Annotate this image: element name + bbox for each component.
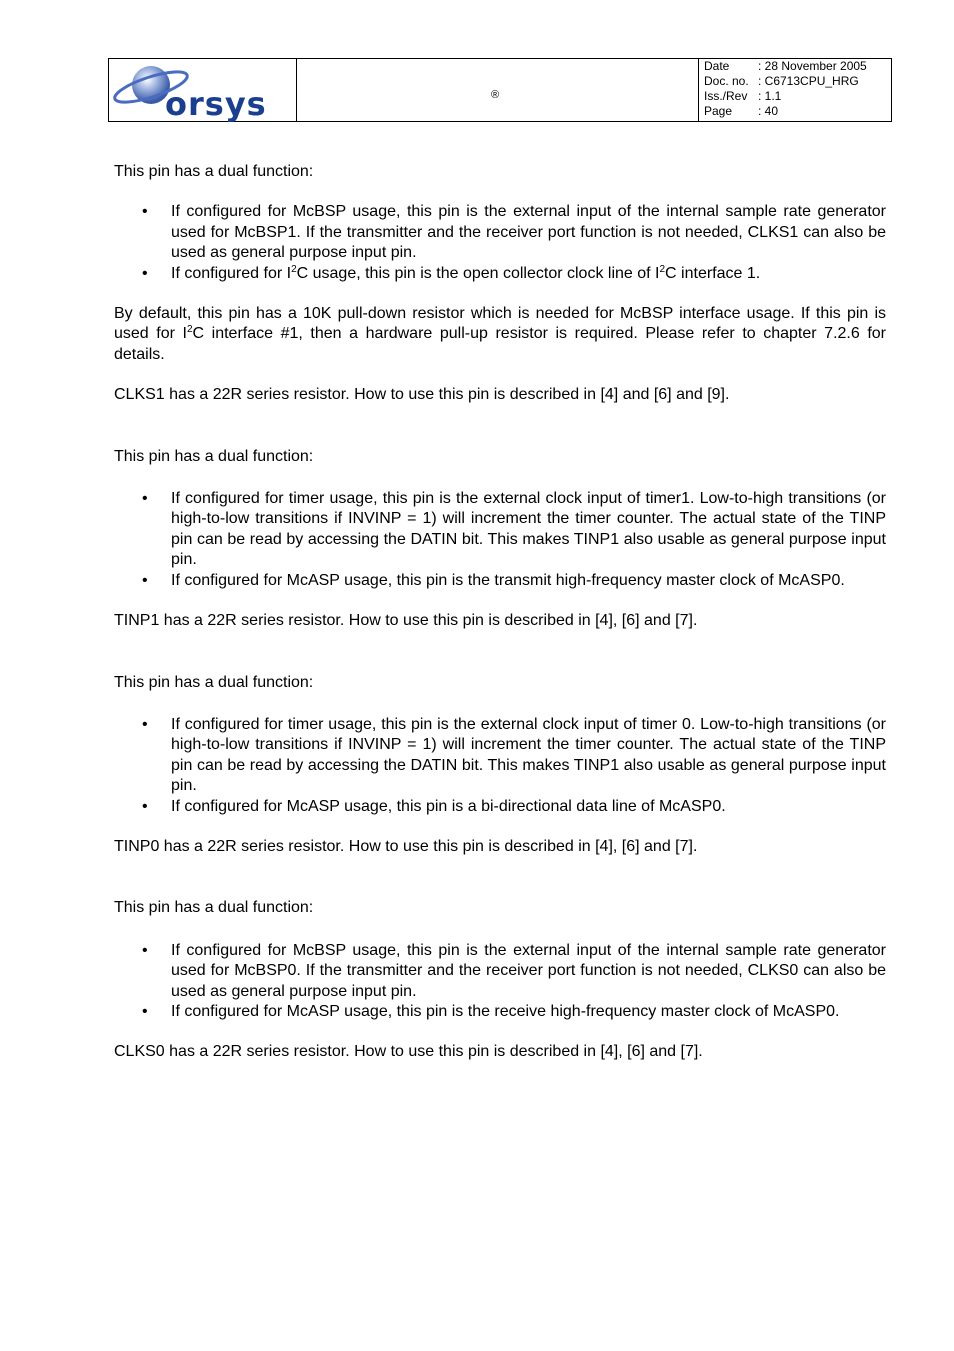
doc-info: [699, 59, 891, 121]
info-issue: Iss./Rev : 1.1: [704, 89, 782, 103]
tinp0-intro: This pin has a dual function:: [114, 673, 314, 691]
clks0-resistor-para: CLKS0 has a 22R series resistor. How to use this pin is described in [4], [6] and [7].: [114, 1043, 703, 1061]
tinp1-intro: This pin has a dual function:: [114, 447, 314, 465]
logo-cell: [109, 59, 297, 121]
tinp1-bullets: [114, 489, 886, 591]
list-item: • If configured for McBSP usage, this pin is the external input of the internal sample rate generator used for McBSP0. If the transmitter and the receiver port function is not needed, CLKS0 can also be used as general purpose input pin.: [114, 941, 886, 1002]
tinp0-bullets: [114, 715, 886, 817]
info-date: Date : 28 November 2005: [704, 59, 867, 73]
clks1-default-para: By default, this pin has a 10K pull-down resistor which is needed for McBSP interface usage. If this pin is used for $I^2C$ interface #1, then a hardware pull-up resistor is required. Please refer to chapter 7.2.6 for details.: [114, 305, 887, 363]
list-item: • If configured for timer usage, this pin is the external clock input of timer1. Low-to-high transitions (or high-to-low transitions if INVINP = 1) will increment the timer counter. The actual state of the TINP pin can be read by accessing the DATIN bit. This makes TINP1 also usable as general purpose input pin.: [114, 489, 886, 571]
info-page: Page : 40: [704, 104, 779, 118]
list-item: • If configured for timer usage, this pin is the external clock input of timer 0. Low-to-high transitions (or high-to-low transitions if INVINP = 1) will increment the timer counter. The actual state of the TINP pin can be read by accessing the DATIN bit. This makes TINP1 also usable as general purpose input pin.: [114, 715, 886, 797]
list-item: • If configured for $I^2C$ usage, this pin is the open collector clock line of $I^2C$ interface 1.: [114, 264, 886, 284]
document-body: [114, 162, 886, 1063]
clks1-resistor-para: CLKS1 has a 22R series resistor. How to use this pin is described in [4] and [6] and [9].: [114, 386, 730, 404]
list-item: • If configured for McASP usage, this pin is the receive high-frequency master clock of McASP0.: [114, 1002, 886, 1022]
tinp0-resistor-para: TINP0 has a 22R series resistor. How to use this pin is described in [4], [6] and [7].: [114, 837, 698, 855]
registered-mark: ®: [491, 89, 500, 101]
page-header: [108, 58, 892, 122]
logo-wordmark: orsys: [165, 85, 267, 123]
list-item: • If configured for McBSP usage, this pin is the external input of the internal sample rate generator used for McBSP1. If the transmitter and the receiver port function is not needed, CLKS1 can also be used as general purpose input pin.: [114, 202, 886, 263]
clks0-intro: This pin has a dual function:: [114, 899, 314, 917]
clks0-bullets: [114, 941, 886, 1023]
clks1-intro: This pin has a dual function:: [114, 163, 314, 180]
clks1-bullets: [114, 202, 886, 284]
info-doc-no: Doc. no. : C6713CPU_HRG: [704, 74, 859, 88]
list-item: • If configured for McASP usage, this pin is a bi-directional data line of McASP0.: [114, 797, 886, 817]
header-title-cell: [297, 59, 699, 121]
tinp1-resistor-para: TINP1 has a 22R series resistor. How to use this pin is described in [4], [6] and [7].: [114, 612, 698, 630]
list-item: • If configured for McASP usage, this pin is the transmit high-frequency master clock of McASP0.: [114, 571, 886, 591]
